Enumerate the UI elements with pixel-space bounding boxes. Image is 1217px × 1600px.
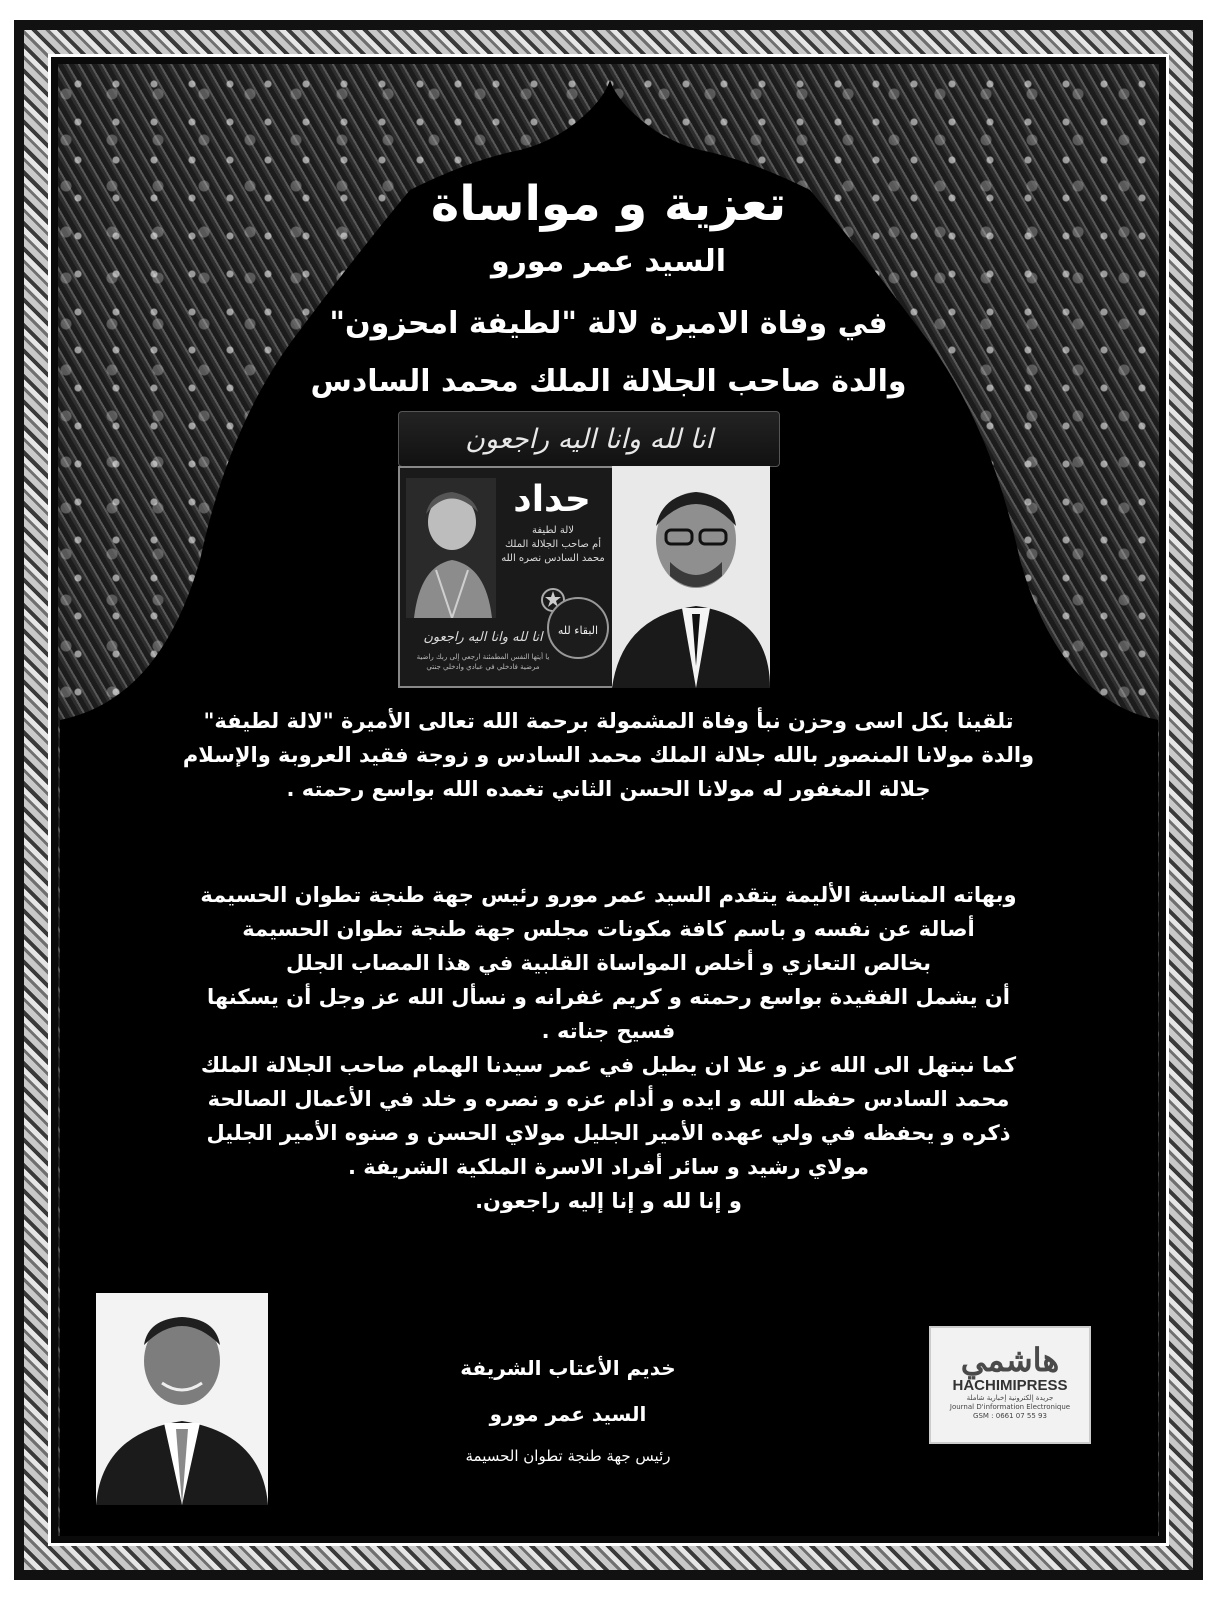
poster-calligraphy: انا لله وانا اليه راجعون <box>423 630 543 645</box>
baqa-lillah-badge-icon <box>546 596 610 660</box>
relation-line: والدة صاحب الجلالة الملك محمد السادس <box>310 364 907 399</box>
text-line: جلالة المغفور له مولانا الحسن الثاني تغمده الله بواسع رحمته . <box>286 777 931 801</box>
sender-name: السيد عمر مورو <box>490 244 727 279</box>
text-line: و إنا لله و إنا إليه راجعون. <box>475 1189 742 1213</box>
subject-line: في وفاة الاميرة لالة "لطيفة امحزون" <box>329 306 888 341</box>
portrait-king <box>612 466 770 688</box>
text-line: محمد السادس حفظه الله و ايده و أدام عزه و نصره و خلد في الأعمال الصالحة <box>207 1087 1010 1111</box>
logo-tagline-fr: Journal D'information Electronique <box>949 1403 1071 1411</box>
baqa-text: البقاء لله <box>557 624 599 637</box>
hachimipress-logo <box>929 1326 1091 1444</box>
logo-brand-text: HACHIMIPRESS <box>952 1377 1068 1394</box>
text-line: فسيح جناته . <box>541 1019 676 1043</box>
text-line: مولاي رشيد و سائر أفراد الاسرة الملكية الشريفة . <box>348 1155 869 1179</box>
signature-name: السيد عمر مورو <box>489 1402 647 1426</box>
logo-tagline-ar: جريدة إلكترونية إخبارية شاملة <box>966 1394 1054 1402</box>
condolence-paragraph-1 <box>88 704 1129 806</box>
mourning-poster <box>398 466 770 688</box>
text-line: أن يشمل الفقيدة بواسع رحمته و كريم غفرانه و نسأل الله عز وجل أن يسكنها <box>207 985 1010 1009</box>
poster-line-3: محمد السادس نصره الله <box>501 553 605 564</box>
condolence-paragraph-2 <box>88 878 1129 1218</box>
poster-line-2: أم صاحب الجلالة الملك <box>504 539 602 550</box>
text-line: كما نبتهل الى الله عز و علا ان يطيل في عمر سيدنا الهمام صاحب الجلالة الملك <box>200 1053 1017 1077</box>
signature-role: رئيس جهة طنجة تطوان الحسيمة <box>465 1447 671 1465</box>
page-title: تعزية و مواساة <box>430 176 787 232</box>
text-line: ذكره و يحفظه في ولي عهده الأمير الجليل مولاي الحسن و صنوه الأمير الجليل <box>206 1121 1011 1145</box>
text-line: والدة مولانا المنصور بالله جلالة الملك محمد السادس و زوجة فقيد العروبة والإسلام <box>182 743 1035 767</box>
photo-omar-moro <box>96 1293 268 1505</box>
logo-phone: GSM : 0661 07 55 93 <box>973 1412 1047 1420</box>
text-line: أصالة عن نفسه و باسم كافة مكونات مجلس جهة طنجة تطوان الحسيمة <box>242 917 975 941</box>
poster-heading: حداد <box>513 479 591 520</box>
text-line: بخالص التعازي و أخلص المواساة القلبية في هذا المصاب الجلل <box>286 951 931 975</box>
content-area <box>58 64 1159 1536</box>
portrait-princess <box>406 478 496 618</box>
poster-verse: يا أيتها النفس المطمئنة ارجعي إلى ربك راضية مرضية فادخلي في عبادي وادخلي جنتي <box>416 653 550 671</box>
poster-line-1: لالة لطيفة <box>532 525 574 536</box>
text-line: وبهاته المناسبة الأليمة يتقدم السيد عمر مورو رئيس جهة طنجة تطوان الحسيمة <box>200 883 1017 907</box>
logo-arabic-text: هاشمي <box>960 1341 1060 1379</box>
calligraphy-band: انا لله وانا اليه راجعون <box>398 411 780 467</box>
text-line: تلقينا بكل اسى وحزن نبأ وفاة المشمولة برحمة الله تعالى الأميرة "لالة لطيفة" <box>203 709 1014 733</box>
signature-title: خديم الأعتاب الشريفة <box>460 1356 676 1380</box>
